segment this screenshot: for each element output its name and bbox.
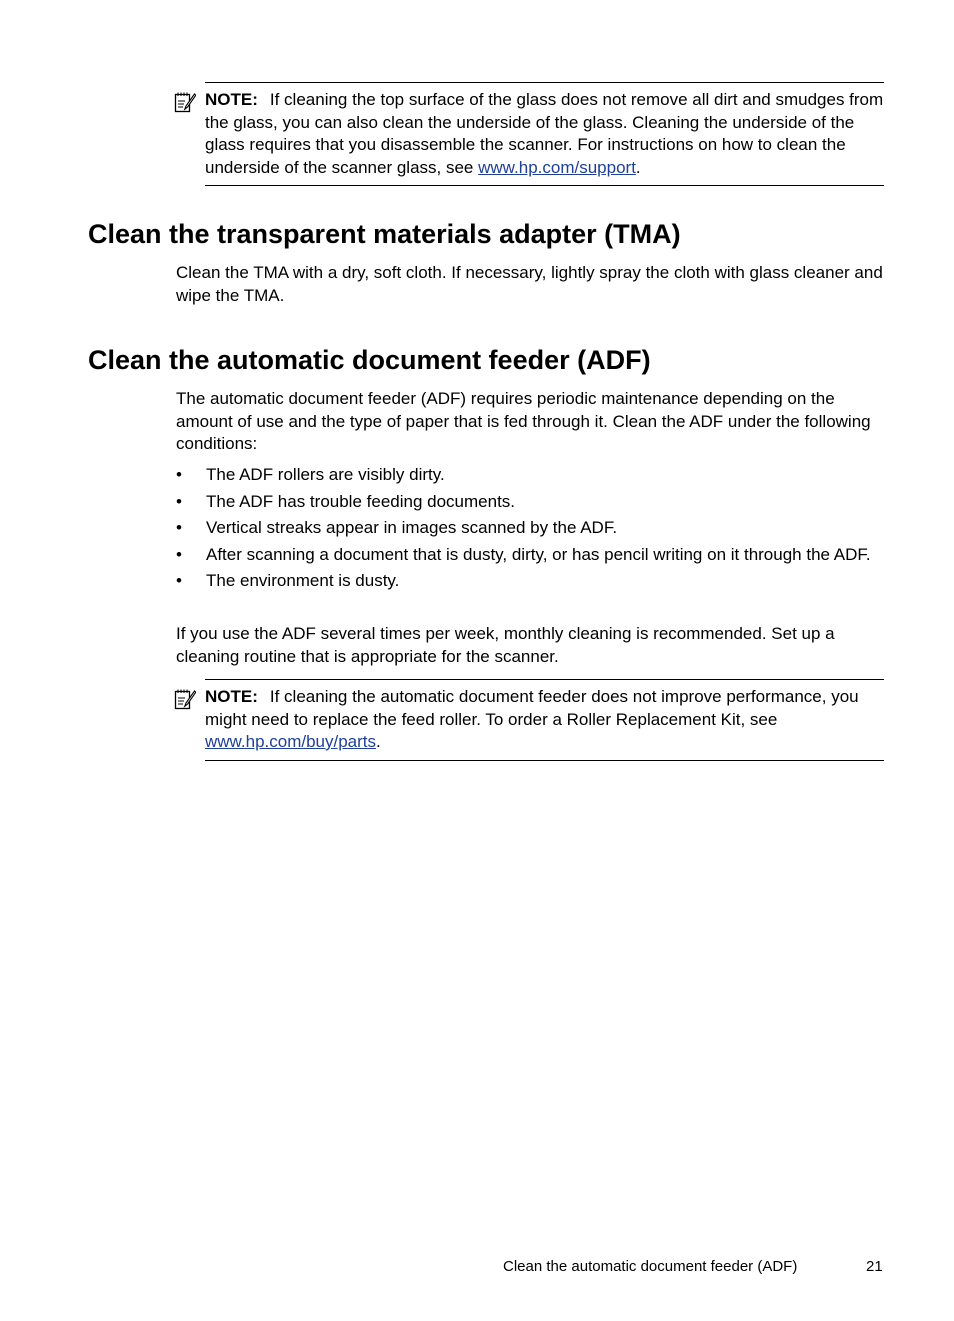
bullet-dot: • <box>176 518 182 537</box>
list-item <box>176 491 886 514</box>
bullet-dot: • <box>176 491 182 511</box>
paragraph-tma: Clean the TMA with a dry, soft cloth. If necessary, lightly spray the cloth with glass cleaner and wipe the TMA. <box>176 263 883 305</box>
list-item-text: The ADF has trouble feeding documents. <box>206 491 516 511</box>
bullet-dot: • <box>176 571 182 590</box>
note-box-feed-roller <box>205 679 884 761</box>
bullet-dot: • <box>176 465 182 484</box>
adf-conditions-list <box>176 464 886 597</box>
list-item-text: The environment is dusty. <box>206 571 400 590</box>
note-text-end: . <box>635 157 641 177</box>
paragraph-adf-intro: The automatic document feeder (ADF) requires periodic maintenance depending on the amount of use and the type of paper that is fed through it. Clean the ADF under the following conditions: <box>176 389 871 453</box>
list-item-text: Vertical streaks appear in images scanned by the ADF. <box>206 518 618 537</box>
list-item <box>176 464 886 487</box>
paragraph-adf-outro: If you use the ADF several times per week, monthly cleaning is recommended. Set up a cleaning routine that is appropriate for the scanner. <box>176 624 835 666</box>
note-pencil-icon <box>174 688 196 710</box>
list-item <box>176 544 886 567</box>
note-label: NOTE: <box>205 90 258 109</box>
note-text-end: . <box>376 732 381 751</box>
heading-clean-adf: Clean the automatic document feeder (ADF) <box>88 345 651 375</box>
note-text: If cleaning the automatic document feeder does not improve performance, you might need to replace the feed roller. To order a Roller Replacement Kit, see <box>205 687 859 729</box>
bullet-dot: • <box>176 544 182 564</box>
hp-buy-parts-link[interactable]: www.hp.com/buy/parts <box>205 732 377 751</box>
note-label: NOTE: <box>205 687 258 706</box>
note-box-glass-underside <box>205 82 884 186</box>
heading-clean-tma: Clean the transparent materials adapter (TMA) <box>88 219 681 249</box>
list-item-text: After scanning a document that is dusty, dirty, or has pencil writing on it through the ADF. <box>206 544 871 564</box>
list-item <box>176 517 886 540</box>
hp-support-link[interactable]: www.hp.com/support <box>478 157 636 177</box>
page-number: 21 <box>866 1258 883 1275</box>
note-pencil-icon <box>174 91 196 113</box>
footer-section-title: Clean the automatic document feeder (ADF) <box>503 1258 798 1275</box>
list-item <box>176 570 886 593</box>
note-text: If cleaning the top surface of the glass does not remove all dirt and smudges from the glass, you can also clean the underside of the glass. Cleaning the underside of the glass requires that you disassemble the scanner. For instructions on how to clean the underside of the scanner glass, see <box>205 90 884 177</box>
list-item-text: The ADF rollers are visibly dirty. <box>206 465 445 484</box>
